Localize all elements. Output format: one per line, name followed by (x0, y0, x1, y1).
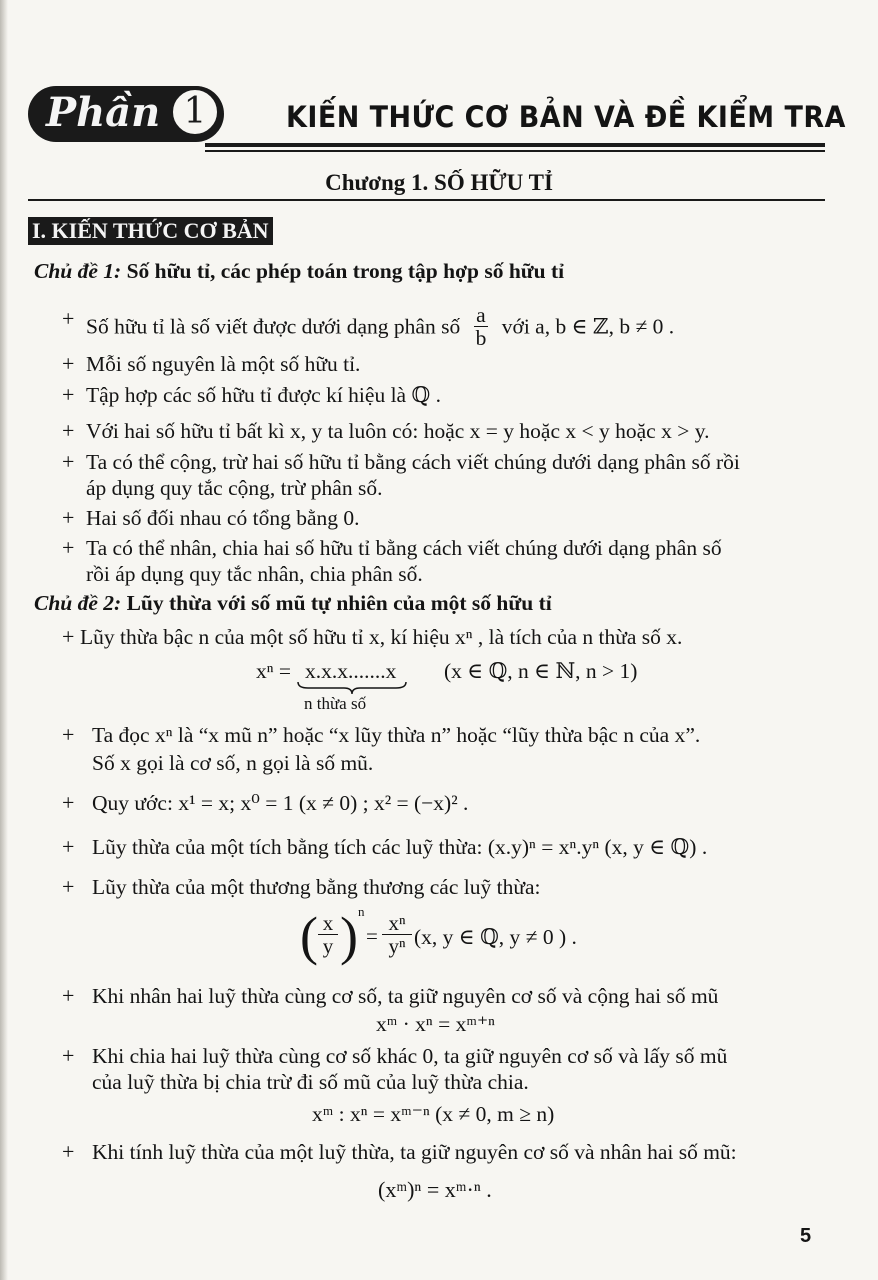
topic1-label: Chủ đề 1: (34, 259, 122, 283)
topic2-heading (34, 590, 552, 616)
bullet-marker: + (62, 306, 75, 331)
fraction-denominator: y (322, 934, 334, 958)
quotient-formula (300, 904, 620, 974)
power-formula: (xᵐ)ⁿ = xᵐ·ⁿ . (378, 1177, 492, 1202)
banner-rule-thick (205, 143, 825, 147)
bullet-marker: + (62, 351, 75, 376)
bullet-marker: + (62, 874, 75, 899)
topic2-label: Chủ đề 2: (34, 591, 122, 615)
banner-title: KIẾN THỨC CƠ BẢN VÀ ĐỀ KIỂM TRA (286, 100, 846, 134)
topic2-convention: Quy ước: x¹ = x; x⁰ = 1 (x ≠ 0) ; x² = (−x)² . (92, 791, 469, 815)
topic2-division-rule-line-1: Khi chia hai luỹ thừa cùng cơ số khác 0, ta giữ nguyên cơ số và lấy số mũ (92, 1044, 728, 1068)
topic1-title: Số hữu tỉ, các phép toán trong tập hợp số hữu tỉ (126, 259, 565, 283)
topic1-heading (34, 258, 564, 284)
topic2-division-rule-line-2: của luỹ thừa bị chia trừ đi số mũ của luỹ thừa chia. (92, 1070, 529, 1094)
right-paren: ) (340, 906, 358, 966)
left-paren: ( (300, 906, 318, 966)
fraction-numerator: x (318, 912, 338, 935)
fraction-x-over-y (318, 912, 338, 957)
chapter-rule (28, 199, 825, 201)
bullet-marker: + (62, 834, 75, 859)
quotient-condition: (x, y ∈ ℚ, y ≠ 0 ) . (414, 925, 577, 949)
topic2-reading-line-2: Số x gọi là cơ số, n gọi là số mũ. (92, 751, 374, 775)
division-formula: xᵐ : xⁿ = xᵐ⁻ⁿ (x ≠ 0, m ≥ n) (312, 1102, 555, 1126)
fraction-denominator: yⁿ (388, 934, 406, 958)
bullet-text: với a, b ∈ ℤ, b ≠ 0 . (501, 314, 675, 339)
topic2-quotient-rule: Lũy thừa của một thương bằng thương các luỹ thừa: (92, 875, 541, 899)
fraction-numerator: xⁿ (382, 912, 412, 935)
bullet-marker: + (62, 1139, 75, 1164)
bullet-marker: + (62, 382, 75, 407)
outer-exponent: n (358, 904, 365, 919)
topic1-bullet-3: Tập hợp các số hữu tỉ được kí hiệu là ℚ . (86, 383, 441, 407)
bullet-marker: + (62, 983, 75, 1008)
bullet-text: Số hữu tỉ là số viết được dưới dạng phân số (86, 314, 461, 339)
topic1-bullet-2: Mỗi số nguyên là một số hữu tỉ. (86, 352, 361, 376)
topic1-bullet-6: Hai số đối nhau có tổng bằng 0. (86, 506, 360, 530)
bullet-marker: + (62, 624, 75, 649)
part-number-circle (169, 86, 221, 138)
bullet-marker: + (62, 790, 75, 815)
bullet-marker: + (62, 1043, 75, 1068)
topic2-power-rule: Khi tính luỹ thừa của một luỹ thừa, ta giữ nguyên cơ số và nhân hai số mũ: (92, 1140, 737, 1164)
page-number: 5 (800, 1225, 812, 1247)
bullet-marker: + (62, 418, 75, 443)
section-title: I. KIẾN THỨC CƠ BẢN (28, 217, 273, 245)
underbrace-label: n thừa số (304, 694, 367, 713)
fraction-xn-over-yn (382, 912, 412, 957)
multiplication-formula: xᵐ · xⁿ = xᵐ⁺ⁿ (376, 1012, 495, 1036)
bullet-marker: + (62, 535, 75, 560)
topic1-bullet-5-line-2: áp dụng quy tắc cộng, trừ phân số. (86, 476, 383, 500)
fraction-numerator: a (474, 304, 489, 327)
definition-formula-lhs: xⁿ = (256, 659, 292, 683)
definition-formula-product: x.x.x.......x (305, 659, 397, 683)
topic2-title: Lũy thừa với số mũ tự nhiên của một số hữu tỉ (126, 591, 552, 615)
part-badge (28, 82, 228, 144)
topic2-reading-line-1: Ta đọc xⁿ là “x mũ n” hoặc “x lũy thừa n” hoặc “lũy thừa bậc n của x”. (92, 723, 701, 747)
fraction-denominator: b (475, 326, 487, 350)
bullet-marker: + (62, 722, 75, 747)
topic1-bullet-1 (86, 303, 675, 351)
fraction-a-over-b (474, 304, 489, 349)
chapter-title: Chương 1. SỐ HỮU TỈ (325, 170, 553, 195)
banner-rule-thin (205, 150, 825, 152)
bullet-marker: + (62, 505, 75, 530)
topic2-product-rule: Lũy thừa của một tích bằng tích các luỹ thừa: (x.y)ⁿ = xⁿ.yⁿ (x, y ∈ ℚ) . (92, 835, 708, 859)
topic1-bullet-7-line-2: rồi áp dụng quy tắc nhân, chia phân số. (86, 562, 423, 586)
topic2-multiplication-rule: Khi nhân hai luỹ thừa cùng cơ số, ta giữ nguyên cơ số và cộng hai số mũ (92, 984, 719, 1008)
topic1-bullet-4: Với hai số hữu tỉ bất kì x, y ta luôn có: hoặc x = y hoặc x < y hoặc x > y. (86, 419, 710, 443)
topic1-bullet-5-line-1: Ta có thể cộng, trừ hai số hữu tỉ bằng cách viết chúng dưới dạng phân số rồi (86, 450, 740, 474)
topic1-bullet-7-line-1: Ta có thể nhân, chia hai số hữu tỉ bằng cách viết chúng dưới dạng phân số (86, 536, 722, 560)
bullet-marker: + (62, 449, 75, 474)
equals-sign: = (366, 924, 378, 948)
part-word: Phần (46, 89, 161, 136)
definition-formula-condition: (x ∈ ℚ, n ∈ ℕ, n > 1) (444, 659, 638, 683)
part-number: 1 (183, 91, 207, 132)
topic2-definition: Lũy thừa bậc n của một số hữu tỉ x, kí hiệu xⁿ , là tích của n thừa số x. (80, 625, 683, 649)
